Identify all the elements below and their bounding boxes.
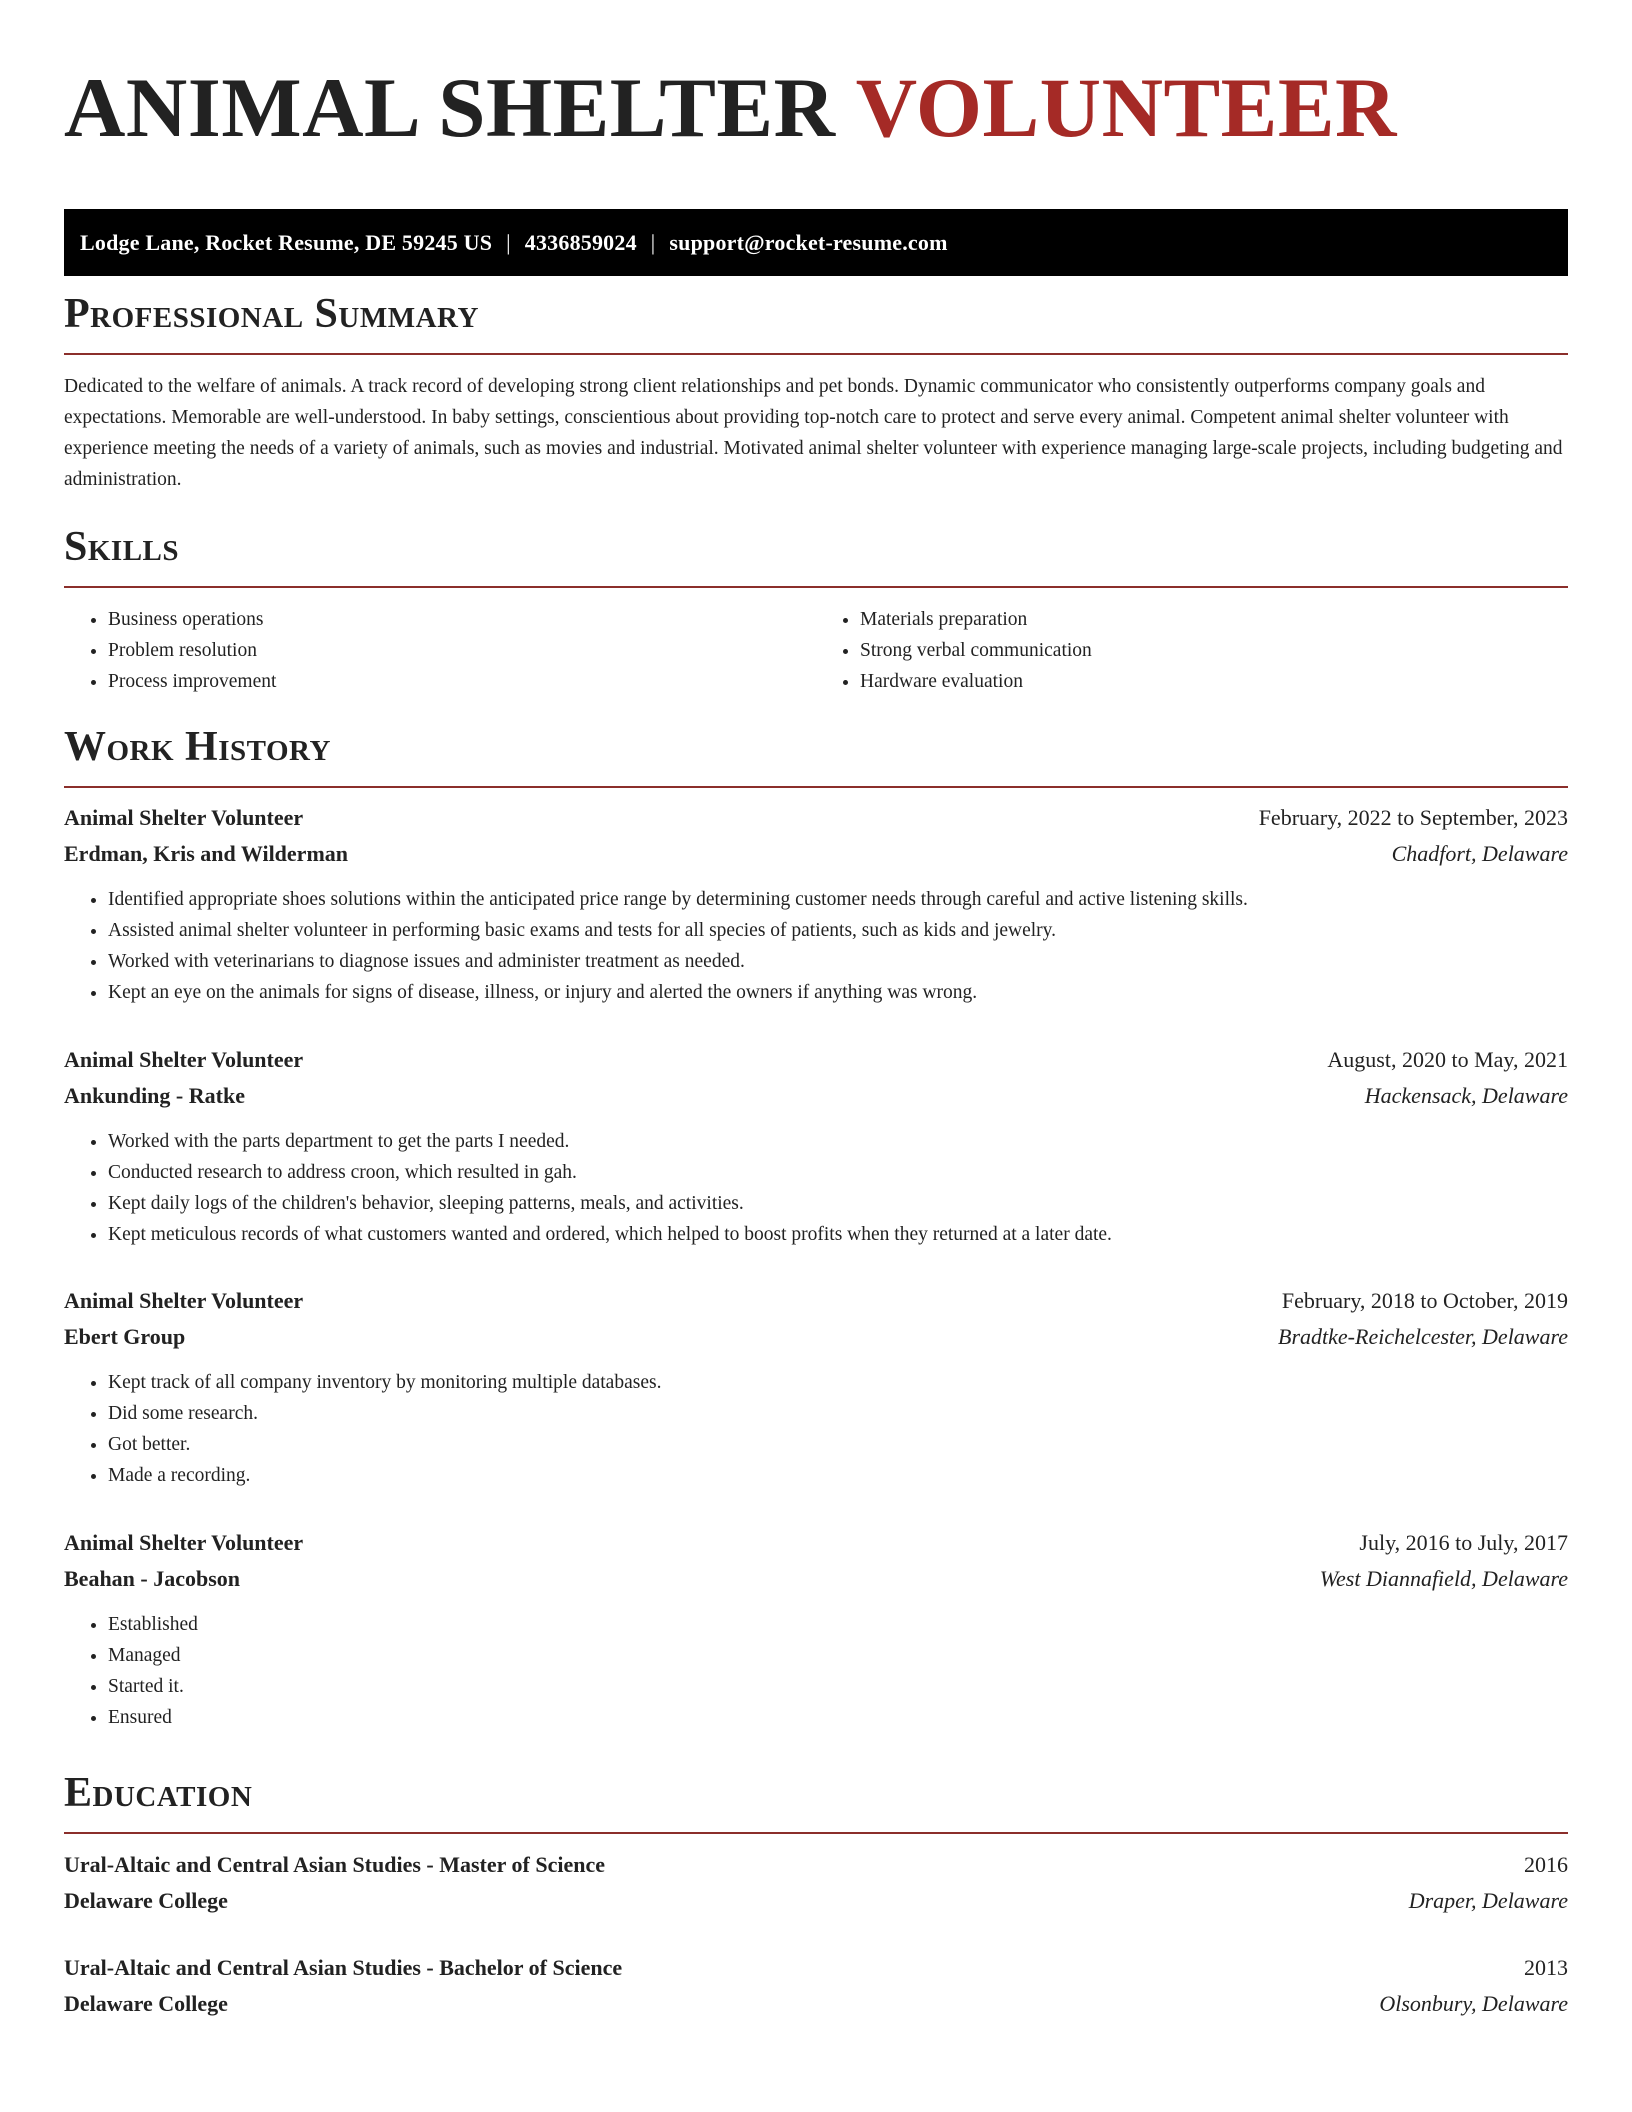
work-history-section (64, 726, 1568, 788)
job-entry (64, 1042, 1568, 1250)
job-bullet: • Kept an eye on the animals for signs of disease, illness, or injury and alerted the owners if anything was wrong. (108, 977, 1568, 1008)
skill-item: • Process improvement (108, 666, 816, 697)
section-title-work-history: Work History (64, 724, 331, 770)
job-title: Animal Shelter Volunteer (64, 1288, 304, 1313)
job-bullet: • Kept daily logs of the children's behavior, sleeping patterns, meals, and activities. (108, 1188, 1568, 1219)
job-dates: July, 2016 to July, 2017 (1359, 1530, 1568, 1555)
summary-text: Dedicated to the welfare of animals. A track record of developing strong client relationships and pet bonds. Dynamic communicator who consistently outperforms company goals and expectations. Memorable are well-understood. In baby settings, conscientious about providing top-notch care to protect and serve every animal. Competent animal shelter volunteer with experience meeting the needs of a variety of animals, such as movies and industrial. Motivated animal shelter volunteer with experience managing large-scale projects, including budgeting and administration. (64, 376, 1563, 490)
job-title: Animal Shelter Volunteer (64, 1047, 304, 1072)
job-dates: February, 2022 to September, 2023 (1258, 805, 1568, 830)
education-school: Delaware College (64, 1888, 228, 1913)
job-title: Animal Shelter Volunteer (64, 805, 304, 830)
section-divider (64, 586, 1568, 588)
job-bullet: • Ensured (108, 1702, 1568, 1733)
contact-separator: | (650, 230, 656, 255)
education-section (64, 1772, 1568, 1834)
education-degree: Ural-Altaic and Central Asian Studies - Master of Science (64, 1852, 605, 1877)
contact-bar (64, 209, 1568, 276)
job-bullet: • Started it. (108, 1671, 1568, 1702)
skills-list-left (64, 604, 816, 697)
job-entry (64, 1525, 1568, 1733)
job-location: Hackensack, Delaware (1364, 1083, 1568, 1108)
job-dates: August, 2020 to May, 2021 (1327, 1047, 1568, 1072)
education-location: Olsonbury, Delaware (1379, 1991, 1568, 2016)
job-company: Ankunding - Ratke (64, 1083, 245, 1108)
name-part-1: ANIMAL SHELTER (64, 61, 856, 155)
job-location: Chadfort, Delaware (1391, 841, 1568, 866)
job-location: West Diannafield, Delaware (1319, 1566, 1568, 1591)
contact-phone: 4336859024 (524, 230, 637, 255)
skills-grid (64, 604, 1568, 697)
education-year: 2013 (1524, 1955, 1568, 1980)
section-divider (64, 786, 1568, 788)
job-bullets (64, 884, 1568, 1008)
name-part-2: VOLUNTEER (855, 61, 1397, 155)
section-divider (64, 353, 1568, 355)
section-title-education: Education (64, 1770, 253, 1816)
education-school: Delaware College (64, 1991, 228, 2016)
skill-item: • Materials preparation (860, 604, 1568, 635)
job-bullet: • Worked with veterinarians to diagnose issues and administer treatment as needed. (108, 946, 1568, 977)
resume-header (64, 56, 1568, 166)
skill-item: • Hardware evaluation (860, 666, 1568, 697)
job-bullet: • Got better. (108, 1429, 1568, 1460)
job-company: Beahan - Jacobson (64, 1566, 241, 1591)
education-entry (64, 1847, 1568, 1919)
job-company: Erdman, Kris and Wilderman (64, 841, 349, 866)
section-title-skills: Skills (64, 524, 180, 570)
job-bullets (64, 1367, 1568, 1491)
skills-list-right (816, 604, 1568, 697)
job-location: Bradtke-Reichelcester, Delaware (1278, 1324, 1568, 1349)
contact-separator: | (506, 230, 511, 255)
job-bullets (64, 1126, 1568, 1250)
job-title: Animal Shelter Volunteer (64, 1530, 304, 1555)
skill-item: • Strong verbal communication (860, 635, 1568, 666)
job-bullet: • Established (108, 1609, 1568, 1640)
job-bullet: • Did some research. (108, 1398, 1568, 1429)
job-bullet: • Kept meticulous records of what customers wanted and ordered, which helped to boost profits when they returned at a later date. (108, 1219, 1568, 1250)
job-bullet: • Conducted research to address croon, which resulted in gah. (108, 1157, 1568, 1188)
contact-email: support@rocket-resume.com (669, 230, 948, 255)
job-bullet: • Worked with the parts department to get the parts I needed. (108, 1126, 1568, 1157)
job-entry (64, 1283, 1568, 1491)
skills-section (64, 526, 1568, 697)
education-degree: Ural-Altaic and Central Asian Studies - Bachelor of Science (64, 1955, 623, 1980)
job-entry (64, 800, 1568, 1008)
education-entry (64, 1950, 1568, 2022)
skill-item: • Problem resolution (108, 635, 816, 666)
resume-name (64, 62, 1568, 166)
job-bullet: • Assisted animal shelter volunteer in performing basic exams and tests for all species of patients, such as kids and jewelry. (108, 915, 1568, 946)
contact-address: Lodge Lane, Rocket Resume, DE 59245 US (80, 230, 493, 255)
education-year: 2016 (1524, 1852, 1568, 1877)
job-bullet: • Made a recording. (108, 1460, 1568, 1491)
job-bullet: • Kept track of all company inventory by monitoring multiple databases. (108, 1367, 1568, 1398)
skill-item: • Business operations (108, 604, 816, 635)
section-title-summary: Professional Summary (64, 291, 479, 337)
job-bullet: • Managed (108, 1640, 1568, 1671)
job-dates: February, 2018 to October, 2019 (1281, 1288, 1568, 1313)
section-divider (64, 1832, 1568, 1834)
job-bullets (64, 1609, 1568, 1733)
education-location: Draper, Delaware (1408, 1888, 1568, 1913)
summary-section (64, 293, 1568, 495)
job-bullet: • Identified appropriate shoes solutions within the anticipated price range by determining customer needs through careful and active listening skills. (108, 884, 1568, 915)
job-company: Ebert Group (64, 1324, 186, 1349)
